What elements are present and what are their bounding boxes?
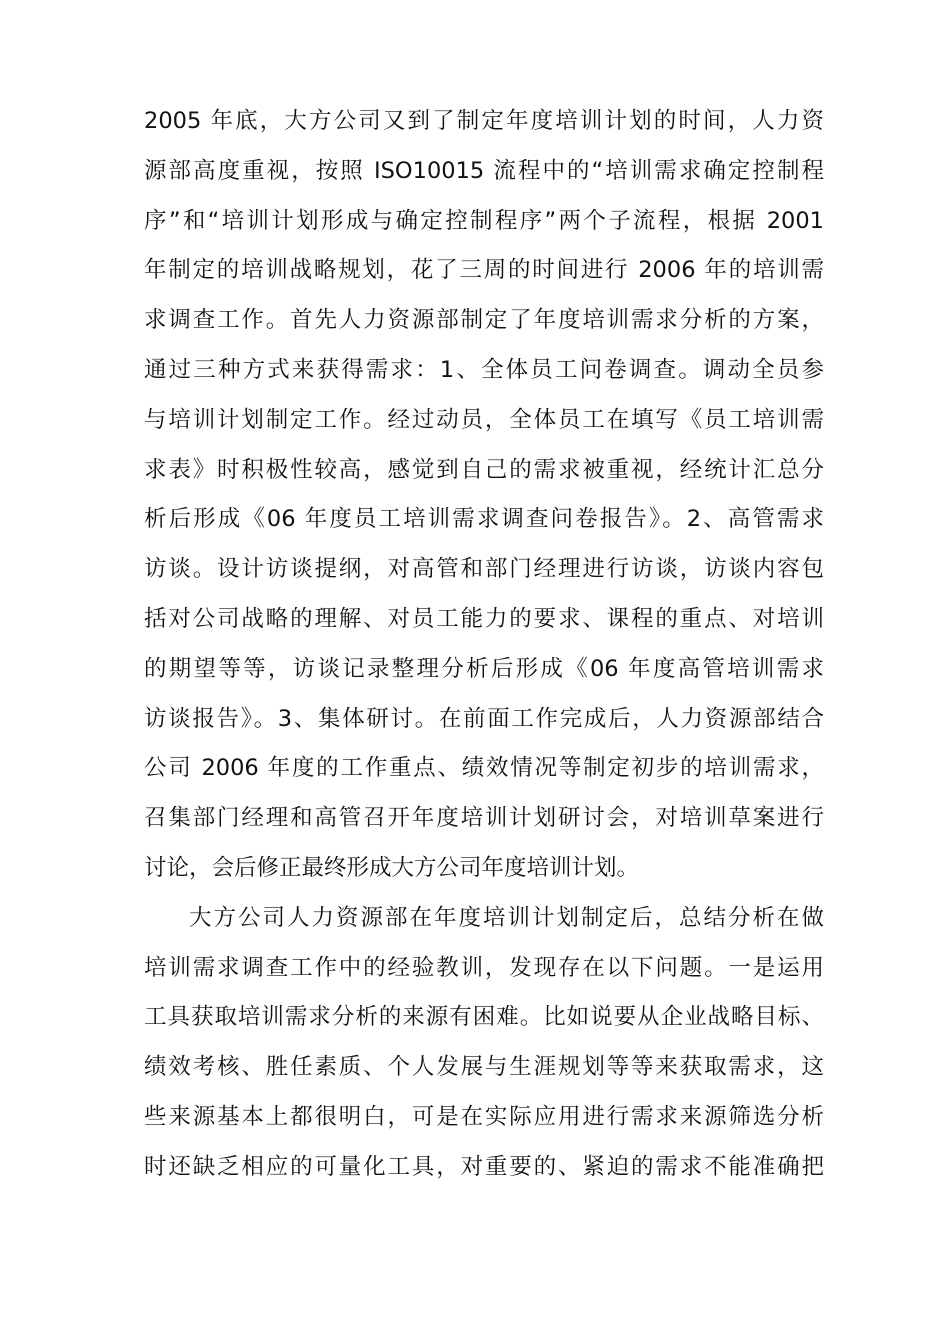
text-line: 绩效考核、胜任素质、个人发展与生涯规划等等来获取需求，这 — [144, 1054, 824, 1081]
text-line: 公司 2006 年度的工作重点、绩效情况等制定初步的培训需求， — [144, 755, 824, 782]
text-line: 大方公司人力资源部在年度培训计划制定后，总结分析在做 — [189, 904, 824, 931]
body-text — [144, 97, 824, 1193]
text-line: 与培训计划制定工作。经过动员，全体员工在填写《员工培训需 — [144, 406, 824, 433]
text-line: 年制定的培训战略规划，花了三周的时间进行 2006 年的培训需 — [144, 257, 824, 284]
text-line: 讨论，会后修正最终形成大方公司年度培训计划。 — [144, 854, 640, 881]
text-line: 求表》时积极性较高，感觉到自己的需求被重视，经统计汇总分 — [144, 456, 824, 483]
text-line: 序”和“培训计划形成与确定控制程序”两个子流程，根据 2001 — [144, 207, 824, 234]
text-line: 析后形成《06 年度员工培训需求调查问卷报告》。2、高管需求 — [144, 506, 824, 533]
paragraph-1 — [144, 97, 824, 894]
text-line: 访谈。设计访谈提纲，对高管和部门经理进行访谈，访谈内容包 — [144, 556, 824, 583]
text-line: 2005 年底，大方公司又到了制定年度培训计划的时间，人力资 — [144, 108, 824, 134]
text-line: 的期望等等，访谈记录整理分析后形成《06 年度高管培训需求 — [144, 655, 824, 682]
text-line: 源部高度重视，按照 ISO10015 流程中的“培训需求确定控制程 — [144, 157, 824, 184]
text-line: 培训需求调查工作中的经验教训，发现存在以下问题。一是运用 — [144, 954, 824, 981]
text-line: 些来源基本上都很明白，可是在实际应用进行需求来源筛选分析 — [144, 1103, 824, 1130]
text-line: 括对公司战略的理解、对员工能力的要求、课程的重点、对培训 — [144, 605, 824, 632]
paragraph-2 — [144, 894, 824, 1193]
text-line: 时还缺乏相应的可量化工具，对重要的、紧迫的需求不能准确把 — [144, 1153, 824, 1180]
text-line: 工具获取培训需求分析的来源有困难。比如说要从企业战略目标、 — [144, 1004, 824, 1031]
text-line: 求调查工作。首先人力资源部制定了年度培训需求分析的方案， — [144, 307, 824, 334]
text-line: 召集部门经理和高管召开年度培训计划研讨会，对培训草案进行 — [144, 805, 824, 832]
text-line: 访谈报告》。3、集体研讨。在前面工作完成后，人力资源部结合 — [144, 705, 824, 732]
text-line: 通过三种方式来获得需求：1、全体员工问卷调查。调动全员参 — [144, 356, 824, 383]
